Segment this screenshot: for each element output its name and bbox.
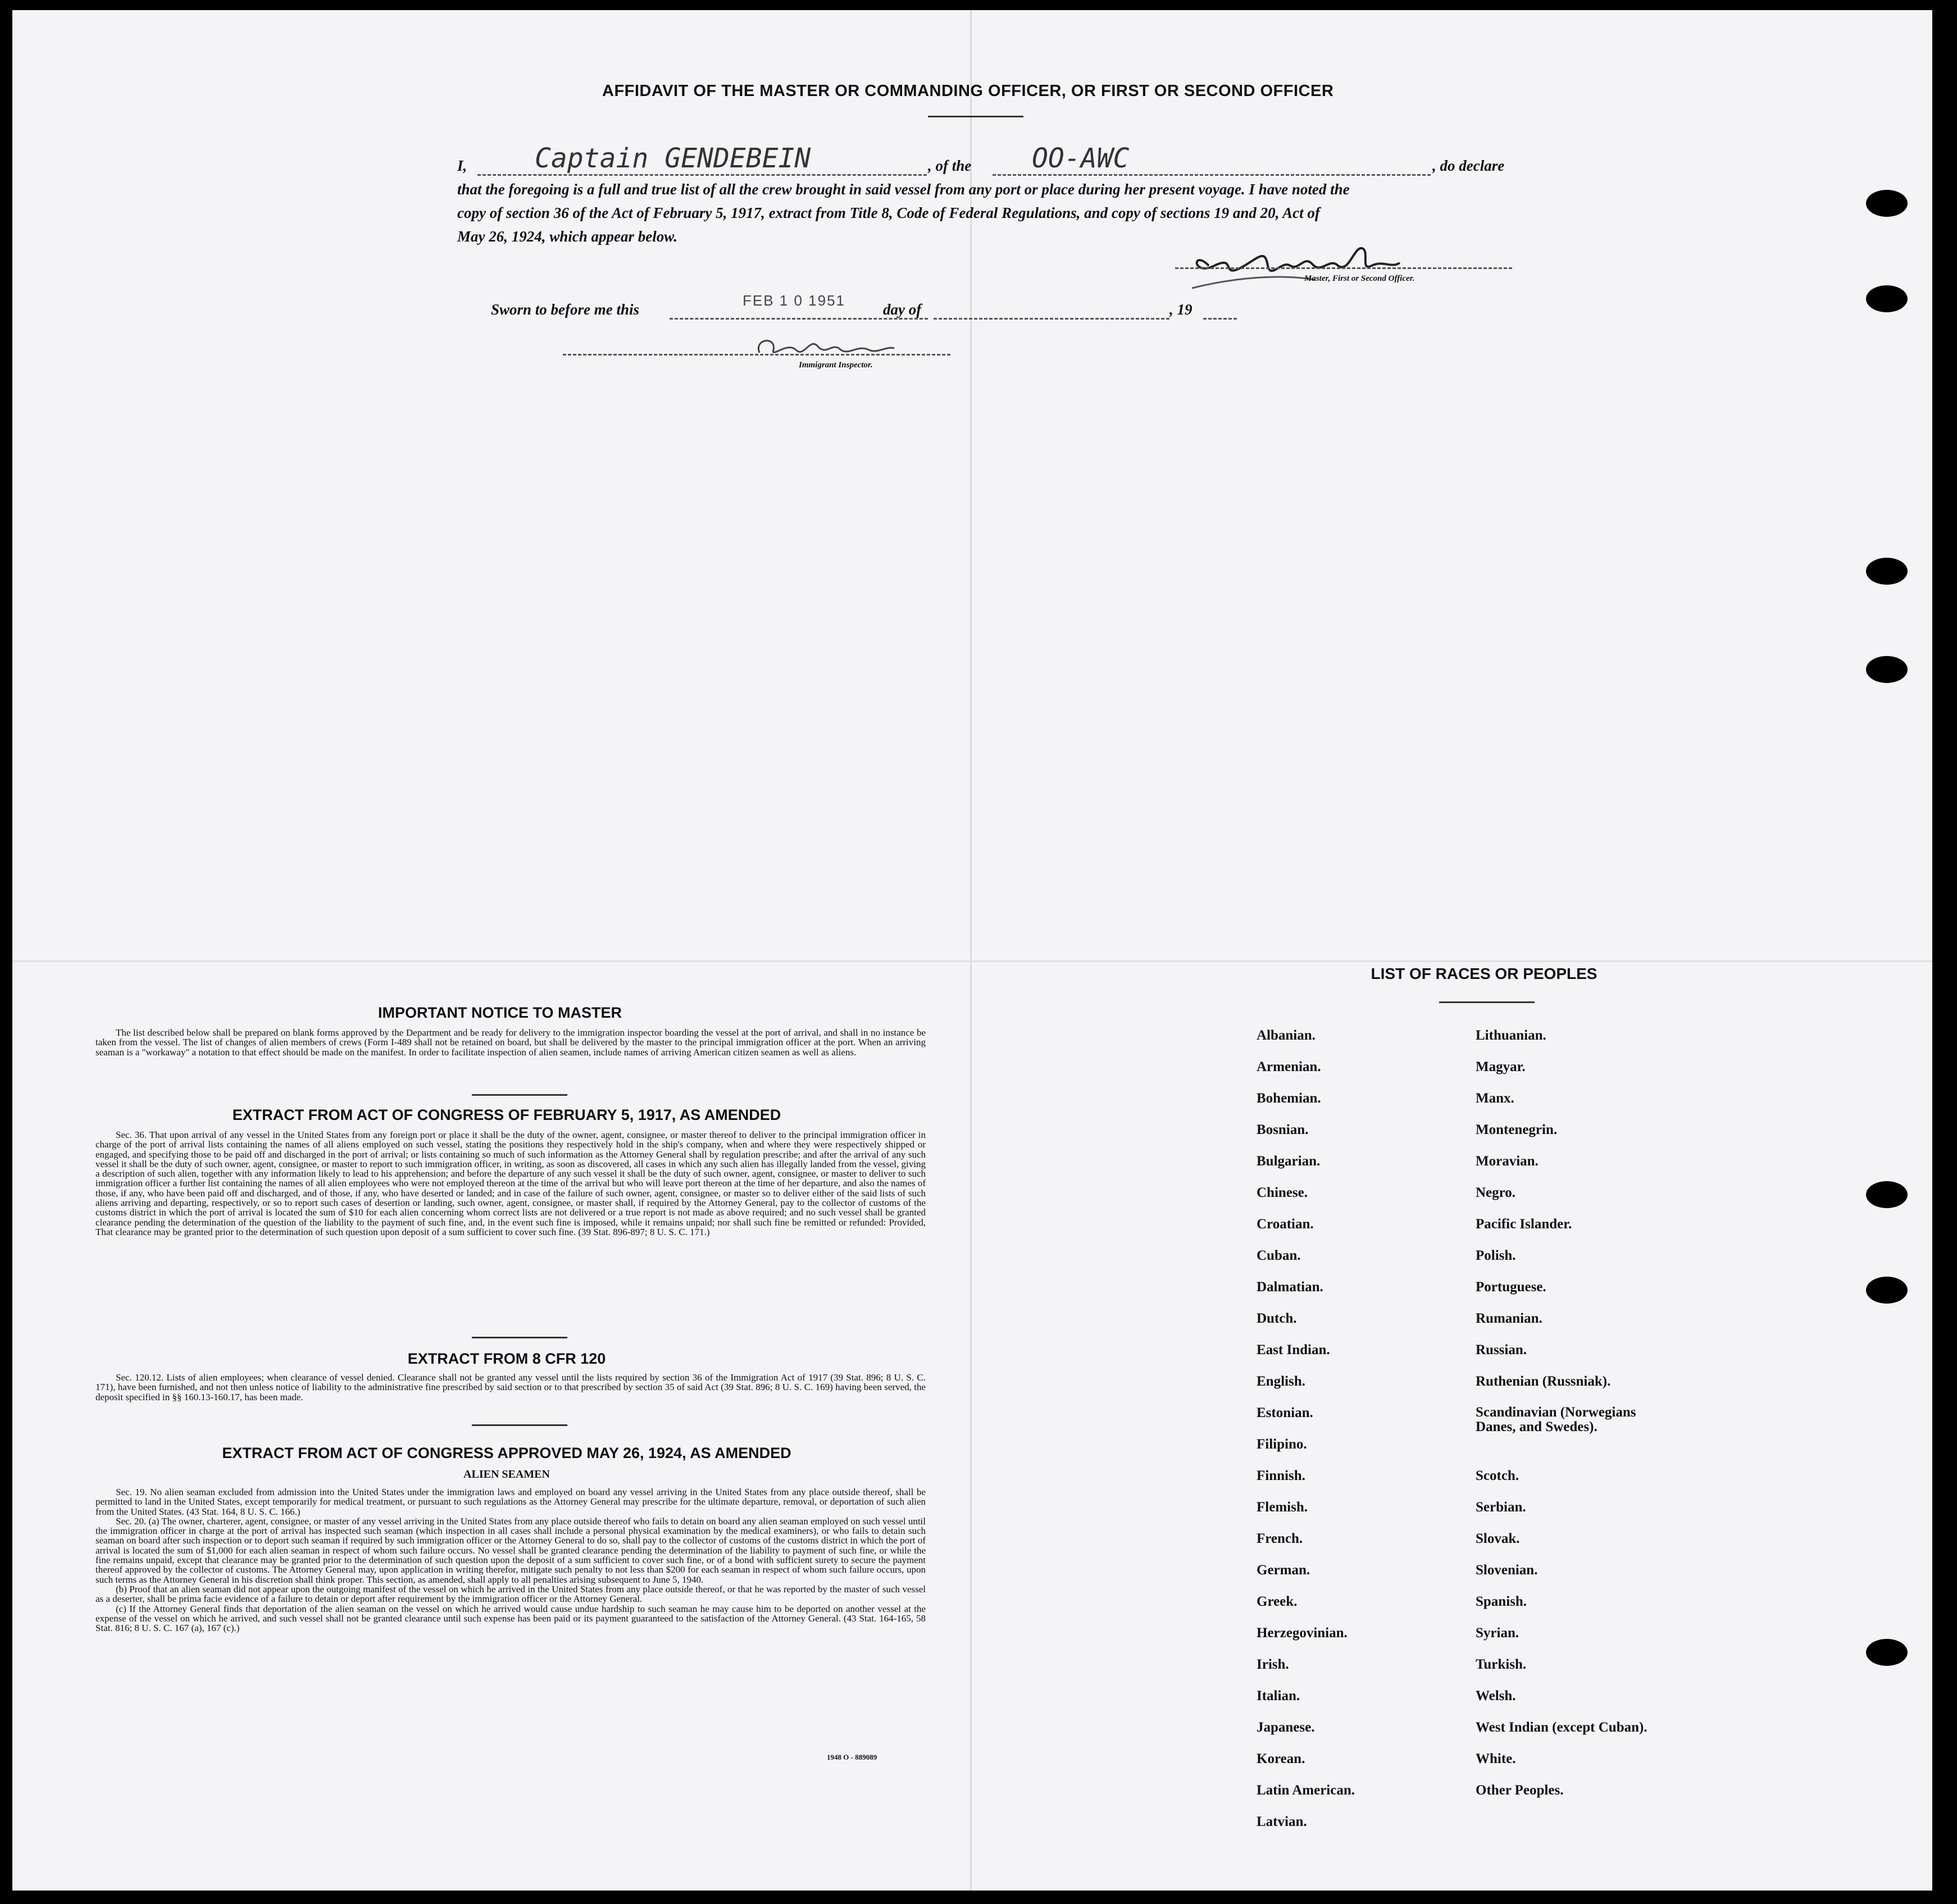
race-item: German. [1257,1563,1310,1578]
of-the-label: , of the [928,157,972,174]
race-item: Italian. [1257,1688,1300,1703]
race-item: Magyar. [1476,1059,1526,1074]
section-divider [472,1094,567,1096]
race-item: Manx. [1476,1091,1514,1106]
race-item: French. [1257,1531,1303,1546]
race-item: Scandinavian (Norwegians Danes, and Swedes). [1476,1405,1636,1434]
cfr-body [95,1373,926,1402]
race-item: Estonian. [1257,1405,1313,1420]
extract-1917-body [95,1130,926,1237]
race-item: Chinese. [1257,1185,1308,1200]
punch-hole [1866,558,1908,585]
print-code: 1948 O - 889089 [827,1753,877,1761]
race-item: Greek. [1257,1594,1298,1609]
race-item: Russian. [1476,1342,1527,1358]
master-caption: Master, First or Second Officer. [1304,274,1415,283]
race-item: East Indian. [1257,1342,1330,1358]
race-item: Croatian. [1257,1217,1314,1232]
do-declare-label: , do declare [1432,157,1505,174]
races-title: LIST OF RACES OR PEOPLES [1371,965,1598,982]
notice-title: IMPORTANT NOTICE TO MASTER [378,1004,622,1021]
punch-hole [1866,1181,1908,1208]
section-20b-paragraph: (b) Proof that an alien seaman did not appear upon the outgoing manifest of the vessel on which he arrived in the United States from any place outside thereof, or that he was reported by the master of such vessel as a deserter, shall be prima facie evidence of a failure to detain or deport after requirement by the immigration officer or the Attorney General. [95,1583,926,1605]
date-stamp: FEB 1 0 1951 [743,292,845,309]
affidavit-text-line-4: May 26, 1924, which appear below. [457,228,678,245]
extract-1924-title: EXTRACT FROM ACT OF CONGRESS APPROVED MAY 26, 1924, AS AMENDED [222,1445,791,1461]
fold-line-vertical [970,10,972,1891]
race-item: Negro. [1476,1185,1516,1200]
section-divider [472,1424,567,1426]
race-item: Slovak. [1476,1531,1520,1546]
i-label: I, [457,157,467,174]
affidavit-text-line-3: copy of section 36 of the Act of February 5, 1917, extract from Title 8, Code of Federal Regulations, and copy of sections 19 and 20, Act of [457,204,1320,221]
race-item: Turkish. [1476,1657,1527,1672]
race-item: Ruthenian (Russniak). [1476,1374,1611,1389]
race-item: West Indian (except Cuban). [1476,1720,1647,1735]
year-line [1203,318,1237,320]
race-item: Slovenian. [1476,1563,1538,1578]
punch-hole [1866,190,1908,217]
race-item: Syrian. [1476,1625,1519,1641]
race-item: Filipino. [1257,1437,1307,1452]
race-item: Latvian. [1257,1814,1307,1829]
extract-1924-body [95,1487,926,1633]
race-item: Flemish. [1257,1500,1308,1515]
name-line [477,174,927,176]
race-item: Montenegrin. [1476,1122,1558,1137]
title-rule [928,116,1023,117]
sworn-label: Sworn to before me this [491,301,640,318]
race-item: Welsh. [1476,1688,1516,1703]
section-20a-paragraph: Sec. 20. (a) The owner, charterer, agent, consignee, or master of any vessel arriving in the United States from any place outside thereof who fails to detain on board any alien seaman employed on such vessel until the immigration officer in charge at the port of arrival has inspected such seaman (which inspection in all cases shall include a personal physical examination by the medical examiners), or who fails to detain such seaman on board after such inspection or to deport such seaman if required by such immigration officer or the Attorney General to do so, shall pay to the collector of customs of the customs district in which the port of arrival is located the sum of $1,000 for each alien seaman in respect of whom such failure occurs. No vessel shall be granted clearance pending the determination of the liability to payment of such fine, or while the fine remains unpaid, except that clearance may be granted prior to the determination of such question upon the deposit of a sum sufficient to cover such fine, or of a bond with sufficient surety to secure the payment thereof approved by the collector of customs. The Attorney General may, upon application in writing therefor, mitigate such penalty to not less than $200 for each seaman in respect of whom such failure occurs, upon such terms as the Attorney General in his discretion shall think proper. This section, as amended, shall apply to all penalties arising subsequent to June 5, 1940. [95,1515,926,1585]
race-item: Pacific Islander. [1476,1217,1572,1232]
race-item: Scotch. [1476,1468,1519,1483]
inspector-signature-line [563,354,950,356]
notice-paragraph: The list described below shall be prepared on blank forms approved by the Department and be ready for delivery to the immigration inspector boarding the vessel at the port of arrival, and shall in no instance be taken from the vessel. The list of changes of alien members of crews (Form I-489 shall not be retained on board, but shall be delivered by the master to the principal immigration officer at the port. When an arriving seaman is a "workaway" a notation to that effect should be made on the manifest. In order to facilitate inspection of alien seamen, include names of arriving American citizen seamen as well as aliens. [95,1027,926,1058]
race-item: Armenian. [1257,1059,1321,1074]
vessel-handwritten: OO-AWC [1032,143,1130,174]
race-item: Dutch. [1257,1311,1297,1326]
vessel-line [993,174,1431,176]
race-item: Other Peoples. [1476,1783,1564,1798]
affidavit-title: AFFIDAVIT OF THE MASTER OR COMMANDING OFFICER, OR FIRST OR SECOND OFFICER [602,82,1334,100]
punch-hole [1866,1277,1908,1304]
race-item: Cuban. [1257,1248,1301,1263]
day-of-label: day of [883,301,922,318]
extract-1917-title: EXTRACT FROM ACT OF CONGRESS OF FEBRUARY 5, 1917, AS AMENDED [232,1106,781,1123]
race-item: Rumanian. [1476,1311,1542,1326]
races-title-rule [1439,1001,1535,1003]
alien-seamen-subtitle: ALIEN SEAMEN [463,1468,550,1481]
race-item: Bulgarian. [1257,1154,1321,1169]
cfr-title: EXTRACT FROM 8 CFR 120 [407,1350,606,1367]
affidavit-text-line-2: that the foregoing is a full and true list of all the crew brought in said vessel from any port or place during her present voyage. I have noted the [457,181,1350,198]
master-signature [1169,226,1439,299]
race-item: Irish. [1257,1657,1289,1672]
master-name-handwritten: Captain GENDEBEIN [535,143,811,174]
race-item: Japanese. [1257,1720,1315,1735]
race-item: Lithuanian. [1476,1028,1546,1043]
cfr-paragraph: Sec. 120.12. Lists of alien employees; when clearance of vessel denied. Clearance shall not be granted any vessel until the lists required by section 36 of the Immigration Act of 1917 (39 Stat. 896; 8 U. S. C. 171), have been furnished, and not then unless notice of liability to the administrative fine prescribed by said section or to that prescribed by section 35 of said Act (39 Stat. 896; 8 U. S. C. 169) having been served, the deposit specified in §§ 160.13-160.17, has been made. [95,1372,926,1402]
punch-hole [1866,1639,1908,1666]
race-item: Bosnian. [1257,1122,1309,1137]
race-item: Latin American. [1257,1783,1355,1798]
race-item: Bohemian. [1257,1091,1321,1106]
race-item: Portuguese. [1476,1279,1546,1295]
race-item: Finnish. [1257,1468,1305,1483]
punch-hole [1866,285,1908,312]
section-36-paragraph: Sec. 36. That upon arrival of any vessel in the United States from any foreign port or place it shall be the duty of the owner, agent, consignee, or master thereof to deliver to the principal immigration officer in charge of the port of arrival lists containing the names of all aliens employed on such vessel, stating the positions they respectively hold in the ship's company, when and where they were respectively shipped or engaged, and specifying those to be paid off and discharged in the port of arrival; or lists containing so much of such information as the Attorney General shall by regulation prescribe; and after the arrival of any such vessel it shall be the duty of such owner, agent, consignee, or master to report to such immigration officer, in writing, as soon as discovered, all cases in which any such alien has illegally landed from the vessel, giving a description of such alien, together with any information likely to lead to his apprehension; and before the departure of any such vessel it shall be the duty of such owner, agent, consignee, or master to deliver to such immigration officer a further list containing the names of all alien employees who were not employed thereon at the time of the arrival but who will leave port thereon at the time of her departure, and also the names of those, if any, who have been paid off and discharged, and of those, if any, who have deserted or landed; and in case of the failure of such owner, agent, consignee, or master so to deliver either of the said lists of such aliens arriving and departing, respectively, or so to report such cases of desertion or landing, such owner, agent, consignee, or master shall, if required by the Attorney General, pay to the collector of customs of the customs district in which the port of arrival is located the sum of $10 for each alien concerning whom correct lists are not delivered or a true report is not made as above required; and no such vessel shall be granted clearance pending the determination of the question of the liability to the payment of such fine, and, in the event such fine is imposed, while it remains unpaid; nor shall such fine be remitted or refunded: Provided, That clearance may be granted prior to the determination of such question upon deposit of a sum sufficient to cover such fine. (39 Stat. 896-897; 8 U. S. C. 171.) [95,1129,926,1237]
race-item: English. [1257,1374,1305,1389]
race-item: Serbian. [1476,1500,1526,1515]
section-20c-paragraph: (c) If the Attorney General finds that deportation of the alien seaman on the vessel on which he arrived would cause undue hardship to such seaman he may cause him to be deported on another vessel at the expense of the vessel on which he arrived, and such vessel shall not be granted clearance until such expense has been paid or its payment guaranteed to the satisfaction of the Attorney General. (43 Stat. 164-165, 58 Stat. 816; 8 U. S. C. 167 (a), 167 (c).) [95,1603,926,1634]
race-item: Albanian. [1257,1028,1316,1043]
notice-body [95,1028,926,1057]
race-item: Herzegovinian. [1257,1625,1348,1641]
race-item: Polish. [1476,1248,1516,1263]
section-19-paragraph: Sec. 19. No alien seaman excluded from admission into the United States under the immigration laws and employed on board any vessel arriving in the United States from any place outside thereof, shall be permitted to land in the United States, except temporarily for medical treatment, or pursuant to such regulations as the Attorney General may prescribe for the ultimate departure, removal, or deportation of such alien from the United States. (43 Stat. 164, 8 U. S. C. 166.) [95,1487,926,1517]
month-line [934,318,1169,320]
race-item: Korean. [1257,1751,1305,1766]
document-page [12,10,1932,1891]
race-item: White. [1476,1751,1516,1766]
race-item: Spanish. [1476,1594,1527,1609]
fold-line-horizontal [12,960,1932,962]
section-divider [472,1337,567,1338]
inspector-caption: Immigrant Inspector. [799,361,873,370]
master-signature-line [1175,267,1512,269]
race-item: Dalmatian. [1257,1279,1323,1295]
year-label: , 19 [1169,301,1193,318]
punch-hole [1866,656,1908,683]
race-item: Moravian. [1476,1154,1539,1169]
